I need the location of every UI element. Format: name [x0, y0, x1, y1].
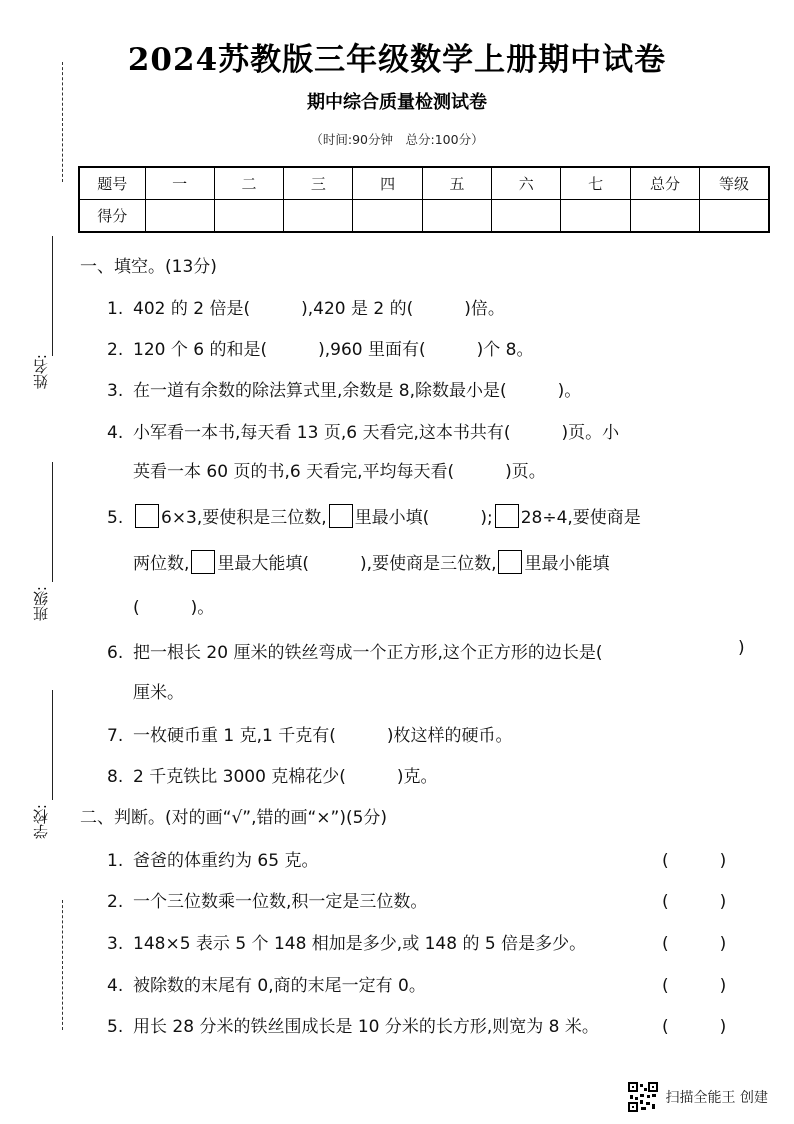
question-7: [107, 721, 513, 746]
score-input-cell[interactable]: [422, 200, 491, 233]
page-title: 2024苏教版三年级数学上册期中试卷: [127, 42, 667, 78]
score-cell: 二: [214, 167, 283, 200]
question-6: [107, 638, 602, 663]
name-fill-line[interactable]: [52, 236, 53, 356]
question-5-line-2: [133, 549, 609, 574]
score-input-cell[interactable]: [700, 200, 769, 233]
question-3: [107, 376, 581, 401]
answer-box[interactable]: [329, 504, 353, 528]
question-8: [107, 762, 438, 787]
score-cell: 三: [284, 167, 353, 200]
exam-meta: （时间:90分钟 总分:100分）: [310, 132, 484, 147]
scanner-watermark: [628, 1082, 768, 1112]
score-cell: 题号: [79, 167, 145, 200]
question-5-line-3: ( )。: [133, 598, 215, 618]
question-text: 爸爸的体重约为 65 克。: [133, 851, 319, 871]
question-number: 4.: [107, 976, 124, 996]
answer-paren[interactable]: ( ): [662, 1017, 727, 1037]
answer-box[interactable]: [191, 550, 215, 574]
score-cell: 四: [353, 167, 422, 200]
judgment-item: [107, 887, 427, 912]
section-judgment-heading: 二、判断。(对的画“√”,错的画“×”)(5分): [80, 808, 388, 828]
score-input-cell[interactable]: [561, 200, 630, 233]
question-text: 用长 28 分米的铁丝围成长是 10 分米的长方形,则宽为 8 米。: [133, 1017, 599, 1037]
page-subtitle: 期中综合质量检测试卷: [307, 92, 487, 113]
score-table-header-row: [79, 167, 769, 200]
question-6-close-paren: ): [738, 638, 745, 658]
class-label: 班级:: [32, 586, 50, 622]
question-number: 4.: [107, 423, 124, 443]
question-text: 小军看一本书,每天看 13 页,6 天看完,这本书共有( )页。小: [133, 423, 620, 443]
score-input-cell[interactable]: [145, 200, 214, 233]
score-input-cell[interactable]: [492, 200, 561, 233]
judgment-item: [107, 1012, 599, 1037]
question-text: 6×3,要使积是三位数,: [161, 508, 327, 528]
question-text: 被除数的末尾有 0,商的末尾一定有 0。: [133, 976, 426, 996]
question-text: 一个三位数乘一位数,积一定是三位数。: [133, 892, 428, 912]
school-fill-line[interactable]: [52, 690, 53, 800]
question-number: 3.: [107, 934, 124, 954]
answer-box[interactable]: [135, 504, 159, 528]
question-5: [107, 503, 641, 528]
question-number: 1.: [107, 299, 124, 319]
question-4: [107, 418, 619, 443]
question-text: 2 千克铁比 3000 克棉花少( )克。: [133, 767, 438, 787]
judgment-item: [107, 846, 318, 871]
question-text: 里最小填( );: [354, 508, 493, 528]
question-text: 一枚硬币重 1 克,1 千克有( )枚这样的硬币。: [133, 726, 513, 746]
answer-box[interactable]: [495, 504, 519, 528]
question-text: 把一根长 20 厘米的铁丝弯成一个正方形,这个正方形的边长是(: [133, 643, 603, 663]
question-number: 6.: [107, 643, 124, 663]
question-number: 3.: [107, 381, 124, 401]
binding-dash-line: [62, 62, 63, 182]
binding-dash-line: [62, 900, 63, 1030]
answer-box[interactable]: [498, 550, 522, 574]
answer-paren[interactable]: ( ): [662, 976, 727, 996]
section-fill-blank-heading: 一、填空。(13分): [80, 257, 217, 277]
question-text: 里最小能填: [524, 554, 610, 574]
question-text: 402 的 2 倍是( ),420 是 2 的( )倍。: [133, 299, 505, 319]
score-input-cell[interactable]: [284, 200, 353, 233]
score-cell: 六: [492, 167, 561, 200]
question-2: [107, 335, 533, 360]
question-number: 5.: [107, 508, 124, 528]
question-4-continued: 英看一本 60 页的书,6 天看完,平均每天看( )页。: [133, 462, 546, 482]
question-text: 148×5 表示 5 个 148 相加是多少,或 148 的 5 倍是多少。: [133, 934, 587, 954]
score-cell: 一: [145, 167, 214, 200]
question-number: 7.: [107, 726, 124, 746]
question-text: 两位数,: [133, 554, 190, 574]
qr-code-icon: [628, 1082, 658, 1112]
school-label: 学校:: [32, 804, 50, 840]
answer-paren[interactable]: ( ): [662, 892, 727, 912]
question-number: 5.: [107, 1017, 124, 1037]
question-number: 2.: [107, 340, 124, 360]
score-cell: 七: [561, 167, 630, 200]
question-text: 120 个 6 的和是( ),960 里面有( )个 8。: [133, 340, 534, 360]
judgment-item: [107, 971, 426, 996]
question-text: 里最大能填( ),要使商是三位数,: [217, 554, 497, 574]
name-label: 姓名:: [32, 354, 50, 390]
question-6-continued: 厘米。: [133, 683, 184, 703]
judgment-item: [107, 929, 586, 954]
class-fill-line[interactable]: [52, 462, 53, 582]
question-number: 8.: [107, 767, 124, 787]
score-cell: 得分: [79, 200, 145, 233]
score-table: [78, 166, 770, 233]
answer-paren[interactable]: ( ): [662, 934, 727, 954]
answer-paren[interactable]: ( ): [662, 851, 727, 871]
question-text: 28÷4,要使商是: [520, 508, 641, 528]
question-1: [107, 294, 505, 319]
question-number: 1.: [107, 851, 124, 871]
question-text: 在一道有余数的除法算式里,余数是 8,除数最小是( )。: [133, 381, 582, 401]
score-input-cell[interactable]: [214, 200, 283, 233]
score-cell: 等级: [700, 167, 769, 200]
score-table-score-row: [79, 200, 769, 233]
question-number: 2.: [107, 892, 124, 912]
score-input-cell[interactable]: [353, 200, 422, 233]
watermark-text: 扫描全能王 创建: [665, 1090, 768, 1106]
score-input-cell[interactable]: [630, 200, 699, 233]
score-cell: 五: [422, 167, 491, 200]
score-cell: 总分: [630, 167, 699, 200]
